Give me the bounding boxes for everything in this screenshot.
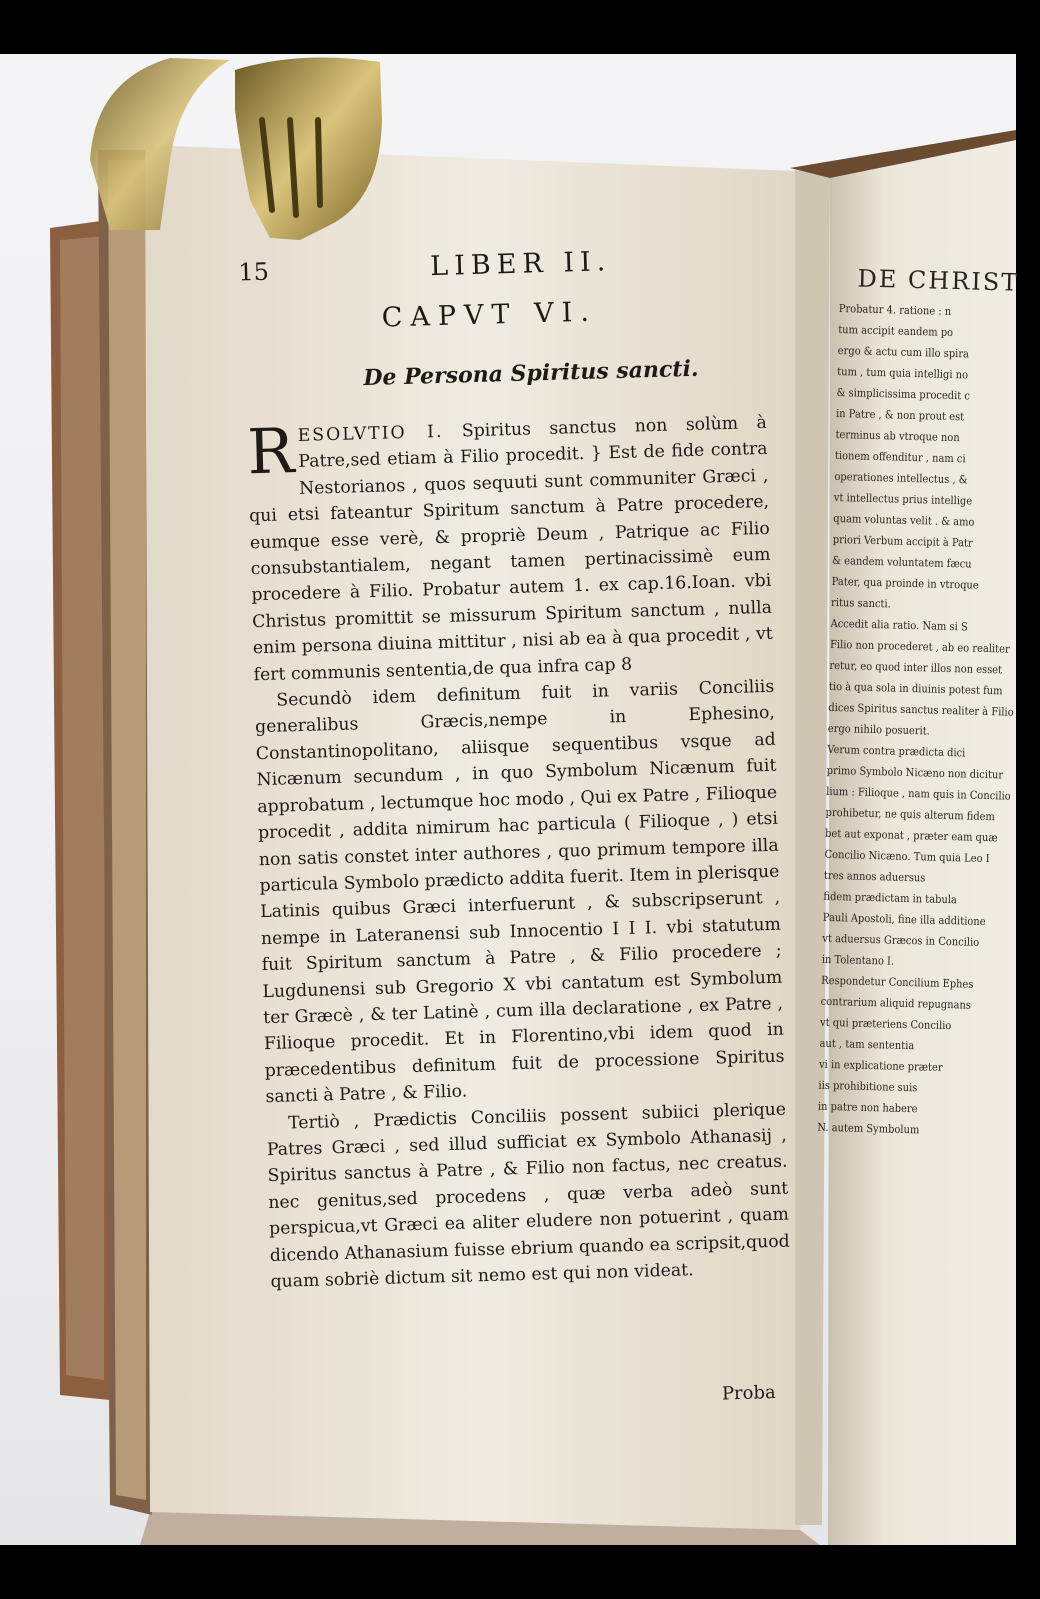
right-page-line: retur, eo quod inter illos non esset: [829, 658, 1003, 677]
right-page-line: tum , tum quia intelligi no: [837, 364, 969, 382]
right-page-line: priori Verbum accipit à Patr: [832, 532, 973, 550]
paragraph-1-text: Spiritus sanctus non solùm à Patre,sed etiam à Filio procedit. } Est de fide contra Nestorianos , quos sequuti sunt communiter Græci , qui etsi fateantur Spiritum sanctum à Patre procedere, eumque esse verè, & propriè Deum , Patrique ac Filio consubstantialem, negant tamen pertinacissimè eum procedere à Filio. Probatur autem 1. ex cap.16.Ioan. vbi Christus promittit se missurum Spiritum sanctum , nulla enim persona diuina mittitur , nisi ab ea à qua procedit , vt fert communis sententia,de qua infra cap 8: [248, 412, 773, 685]
right-page-line: aut , tam sententia: [819, 1036, 915, 1053]
right-page-line: tionem offenditur , nam ci: [834, 448, 966, 466]
top-black-bar: [0, 0, 1016, 54]
right-page-line: operationes intellectus , &: [834, 469, 968, 487]
book-photo: [0, 54, 1020, 1545]
catchword: Proba: [721, 1381, 776, 1405]
right-page-line: fidem prædictam in tabula: [823, 889, 958, 907]
right-page-line: vt intellectus prius intellige: [833, 490, 973, 508]
right-page-line: & simplicissima procedit c: [836, 385, 971, 403]
bottom-black-bar: [0, 1545, 1016, 1599]
right-page-line: in Patre , & non prout est: [835, 406, 965, 424]
right-page-line: prohibetur, ne quis alterum fidem: [825, 805, 996, 824]
resolutio-label: ESOLVTIO I.: [297, 421, 444, 446]
right-page-line: ergo nihilo posuerit.: [827, 721, 931, 738]
right-page-line: contrarium aliquid repugnans: [820, 994, 972, 1012]
right-page-line: vt qui præteriens Concilio: [819, 1015, 952, 1033]
page-number: 15: [238, 257, 270, 287]
right-page-line: primo Symbolo Nicæno non dicitur: [826, 763, 1004, 782]
paragraph-1: [247, 410, 774, 688]
paragraph-3: Tertiò , Prædictis Conciliis possent subiici plerique Patres Græci , sed illud sufficiat ex Symbolo Athanasij , Spiritus sanctus à Patre , & Filio non factus, nec creatus. nec genitus,sed procedens , quæ verba adeò sunt perspicua,vt Græci ea aliter eludere non potuerint , quam dicendo Athanasium fuisse ebrium quando ea scripsit,quod quam sobriè dictum sit nemo est qui non videat.: [266, 1099, 790, 1293]
right-page-line: vt aduersus Græcos in Concilio: [822, 931, 980, 949]
right-page-line: vi in explicatione præter: [818, 1057, 943, 1074]
paragraph-2: Secundò idem definitum fuit in variis Conciliis generalibus Græcis,nempe in Ephesino, Constantinopolitano, aliisque sequentibus vsque ad Nicænum secundum , in quo Symbolum Nicænum fuit approbatum , lectumque hoc modo , Qui ex Patre , Filioque procedit , addita nimirum hac particula ( Filioque , ) etsi non satis constet inter authores , quo primum tempore illa particula Symbolo prædicto addita fuerit. Item in plerisque Latinis quibus Græci interfuerunt , & subscripserunt , nempe in Lateranensi sub Innocentio I I I. vbi statutum fuit Spiritum sanctum à Patre , & Filio procedere ; Lugdunensi sub Gregorio X vbi cantatum est Symbolum ter Græcè , & ter Latinè , cum illa declaratione , ex Patre , Filioque procedit. Et in Florentino,vbi idem quod in præcedentibus definitum fuit de processione Spiritus sancti à Patre , & Filio.: [254, 676, 785, 1108]
right-page-line: ritus sancti.: [830, 595, 891, 611]
right-page-line: Accedit alia ratio. Nam si S: [830, 616, 968, 634]
right-page-line: terminus ab vtroque non: [835, 427, 960, 445]
body-text: [247, 410, 791, 1296]
right-page-line: & eandem voluntatem fæcu: [832, 553, 972, 571]
right-page-line: ergo & actu cum illo spira: [837, 343, 970, 361]
running-head: LIBER II.: [429, 246, 612, 283]
right-page-line: Probatur 4. ratione : n: [838, 301, 952, 318]
right-page-line: Pauli Apostoli, fine illa additione: [822, 910, 986, 929]
right-page-line: quam voluntas velit . & amo: [833, 511, 975, 529]
right-page-line: tio à qua sola in diuinis potest fum: [828, 679, 1003, 698]
right-page-line: Respondetur Concilium Ephes: [821, 973, 974, 991]
right-page-line: Pater, qua proinde in vtroque: [831, 574, 979, 592]
right-page-line: tres annos aduersus: [823, 868, 926, 885]
right-page: [817, 264, 1040, 1143]
dropcap: R: [246, 414, 296, 489]
right-page-line: Filio non procederet , ab eo realiter: [829, 637, 1010, 656]
right-page-line: N. autem Symbolum: [817, 1120, 920, 1137]
right-page-line: bet aut exponat , præter eam quæ: [824, 826, 998, 845]
right-page-line: in patre non habere: [817, 1099, 918, 1116]
right-page-line: iis prohibitione suis: [818, 1078, 918, 1095]
right-page-line: Verum contra prædicta dici: [827, 742, 966, 760]
right-page-line: lium : Filioque , nam quis in Concilio: [826, 784, 1011, 803]
right-page-text: [817, 298, 1039, 1143]
right-page-line: tum accipit eandem po: [838, 322, 954, 339]
chapter-subtitle: De Persona Spiritus sancti.: [363, 355, 699, 392]
right-running-head: DE CHRIST: [857, 264, 1020, 297]
right-page-line: dices Spiritus sanctus realiter à Filio: [828, 700, 1014, 719]
right-page-line: in Tolentano I.: [821, 952, 895, 968]
chapter-heading: CAPVT VI.: [381, 296, 598, 334]
right-page-line: Concilio Nicæno. Tum quia Leo I: [824, 847, 990, 866]
